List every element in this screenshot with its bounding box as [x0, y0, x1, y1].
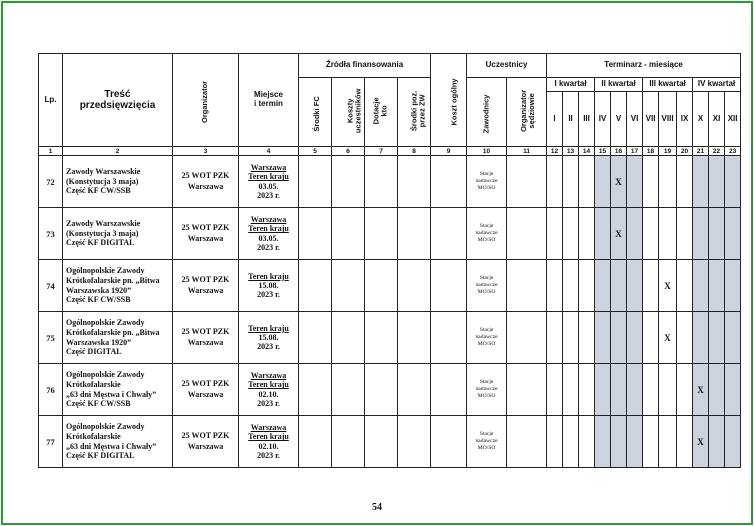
column-number: 13: [563, 147, 579, 156]
place-and-date: Warszawa Teren kraju 02.10. 2023 r.: [239, 364, 299, 416]
month-cell: [547, 364, 563, 416]
row-lp: 75: [39, 312, 63, 364]
koszt-ogolny-cell: [431, 260, 467, 312]
srodki-fc-cell: [299, 156, 332, 208]
col-header-miejsce: Miejsce i termin: [239, 54, 299, 147]
koszty-cell: [332, 260, 365, 312]
dotacje-cell: [365, 156, 398, 208]
month-cell: [611, 416, 627, 468]
column-number: 22: [709, 147, 725, 156]
month-cell: [547, 312, 563, 364]
srodki-fc-cell: [299, 208, 332, 260]
col-header-tresc: Treść przedsięwzięcia: [63, 54, 173, 147]
judges-cell: [507, 312, 547, 364]
col-header-srodki-zw: Środki poz. przez ZW: [398, 78, 431, 147]
column-number: 3: [173, 147, 239, 156]
month-label: VI: [627, 92, 643, 147]
month-mark: X: [611, 208, 627, 260]
row-lp: 76: [39, 364, 63, 416]
month-cell: [563, 364, 579, 416]
participants: Stacje nadawcze MO/SO: [467, 364, 507, 416]
col-header-koszty: Koszty uczestników: [332, 78, 365, 147]
month-cell: [693, 156, 709, 208]
month-cell: [677, 156, 693, 208]
month-cell: [725, 260, 741, 312]
month-cell: [579, 208, 595, 260]
month-cell: [643, 312, 659, 364]
month-cell: [677, 416, 693, 468]
srodki-fc-cell: [299, 416, 332, 468]
month-cell: [579, 416, 595, 468]
month-cell: [677, 364, 693, 416]
month-cell: [709, 312, 725, 364]
col-header-terminarz: Terminarz - miesiące: [547, 54, 741, 78]
month-label: II: [563, 92, 579, 147]
column-number: 7: [365, 147, 398, 156]
month-mark: X: [611, 156, 627, 208]
participants: Stacje nadawcze MO/SO: [467, 416, 507, 468]
event-description: Ogólnopolskie Zawody Krótkofalarskie „63 dni Męstwa i Chwały” Część KF DIGITAL: [63, 416, 173, 468]
month-cell: [643, 260, 659, 312]
dotacje-cell: [365, 416, 398, 468]
month-label: VIII: [659, 92, 677, 147]
quarter-4-label: IV kwartał: [693, 78, 741, 92]
month-cell: [725, 364, 741, 416]
table-row: [39, 416, 741, 468]
month-cell: [595, 364, 611, 416]
column-number: 21: [693, 147, 709, 156]
organizer: 25 WOT PZK Warszawa: [173, 260, 239, 312]
column-number: 14: [579, 147, 595, 156]
column-number: 5: [299, 147, 332, 156]
row-lp: 73: [39, 208, 63, 260]
srodki-fc-cell: [299, 260, 332, 312]
month-cell: [595, 156, 611, 208]
column-number: 10: [467, 147, 507, 156]
column-number: 4: [239, 147, 299, 156]
month-cell: [595, 416, 611, 468]
month-cell: [611, 312, 627, 364]
month-cell: [627, 312, 643, 364]
month-cell: [659, 364, 677, 416]
place-and-date: Warszawa Teren kraju 03.05. 2023 r.: [239, 156, 299, 208]
srodki-zw-cell: [398, 156, 431, 208]
header-row-1: [39, 54, 741, 78]
koszty-cell: [332, 416, 365, 468]
month-mark: X: [693, 364, 709, 416]
dotacje-cell: [365, 260, 398, 312]
month-cell: [579, 364, 595, 416]
month-cell: [595, 312, 611, 364]
month-cell: [677, 312, 693, 364]
col-header-uczestnicy: Uczestnicy: [467, 54, 547, 78]
koszty-cell: [332, 312, 365, 364]
column-number: 16: [611, 147, 627, 156]
row-lp: 72: [39, 156, 63, 208]
table-row: [39, 208, 741, 260]
month-cell: [547, 260, 563, 312]
month-cell: [563, 208, 579, 260]
col-header-sedziowie: Organizator sędziowie: [507, 78, 547, 147]
month-cell: [611, 260, 627, 312]
month-cell: [627, 156, 643, 208]
judges-cell: [507, 364, 547, 416]
month-cell: [579, 312, 595, 364]
quarter-3-label: III kwartał: [643, 78, 693, 92]
participants: Stacje nadawcze MO/SO: [467, 312, 507, 364]
month-cell: [725, 312, 741, 364]
judges-cell: [507, 208, 547, 260]
column-number: 9: [431, 147, 467, 156]
koszt-ogolny-cell: [431, 416, 467, 468]
quarter-2-label: II kwartał: [595, 78, 643, 92]
month-cell: [595, 260, 611, 312]
srodki-fc-cell: [299, 312, 332, 364]
koszt-ogolny-cell: [431, 312, 467, 364]
participants: Stacje nadawcze MO/SO: [467, 260, 507, 312]
srodki-zw-cell: [398, 364, 431, 416]
column-number: 11: [507, 147, 547, 156]
month-label: IX: [677, 92, 693, 147]
organizer: 25 WOT PZK Warszawa: [173, 156, 239, 208]
month-cell: [725, 208, 741, 260]
month-cell: [643, 364, 659, 416]
column-number: 2: [63, 147, 173, 156]
table-row: [39, 364, 741, 416]
srodki-zw-cell: [398, 208, 431, 260]
month-label: XI: [709, 92, 725, 147]
table-row: [39, 156, 741, 208]
column-number: 17: [627, 147, 643, 156]
schedule-sheet: [38, 53, 741, 468]
col-header-zrodla: Źródła finansowania: [299, 54, 431, 78]
month-cell: [693, 260, 709, 312]
month-cell: [725, 156, 741, 208]
judges-cell: [507, 260, 547, 312]
month-cell: [627, 260, 643, 312]
column-number: 23: [725, 147, 741, 156]
event-description: Ogólnopolskie Zawody Krótkofalarskie pn. „Bitwa Warszawska 1920” Część KF CW/SSB: [63, 260, 173, 312]
column-number: 15: [595, 147, 611, 156]
row-lp: 74: [39, 260, 63, 312]
month-mark: X: [659, 260, 677, 312]
month-cell: [693, 312, 709, 364]
month-cell: [547, 156, 563, 208]
participants: Stacje nadawcze MO/SO: [467, 208, 507, 260]
month-cell: [563, 260, 579, 312]
column-number-row: [39, 147, 741, 156]
column-number: 6: [332, 147, 365, 156]
quarter-1-label: I kwartał: [547, 78, 595, 92]
month-cell: [643, 156, 659, 208]
column-number: 19: [659, 147, 677, 156]
month-cell: [709, 364, 725, 416]
month-label: IV: [595, 92, 611, 147]
month-cell: [579, 260, 595, 312]
column-number: 12: [547, 147, 563, 156]
srodki-fc-cell: [299, 364, 332, 416]
koszt-ogolny-cell: [431, 364, 467, 416]
month-cell: [659, 208, 677, 260]
month-cell: [659, 416, 677, 468]
month-cell: [725, 416, 741, 468]
place-and-date: Warszawa Teren kraju 03.05. 2023 r.: [239, 208, 299, 260]
month-label: V: [611, 92, 627, 147]
month-cell: [547, 416, 563, 468]
koszt-ogolny-cell: [431, 156, 467, 208]
organizer: 25 WOT PZK Warszawa: [173, 416, 239, 468]
month-cell: [643, 208, 659, 260]
place-and-date: Teren kraju 15.08. 2023 r.: [239, 260, 299, 312]
month-label: XII: [725, 92, 741, 147]
judges-cell: [507, 416, 547, 468]
organizer: 25 WOT PZK Warszawa: [173, 364, 239, 416]
month-cell: [643, 416, 659, 468]
month-cell: [659, 156, 677, 208]
col-header-koszt-ogolny: Koszt ogólny: [431, 54, 467, 147]
table-row: [39, 312, 741, 364]
table-row: [39, 260, 741, 312]
schedule-table: [38, 53, 741, 468]
srodki-zw-cell: [398, 416, 431, 468]
event-description: Zawody Warszawskie (Konstytucja 3 maja) Część KF DIGITAL: [63, 208, 173, 260]
judges-cell: [507, 156, 547, 208]
dotacje-cell: [365, 364, 398, 416]
srodki-zw-cell: [398, 312, 431, 364]
month-cell: [627, 416, 643, 468]
month-cell: [677, 260, 693, 312]
event-description: Ogólnopolskie Zawody Krótkofalarskie „63 dni Męstwa i Chwały” Część KF CW/SSB: [63, 364, 173, 416]
koszty-cell: [332, 156, 365, 208]
month-cell: [627, 364, 643, 416]
participants: Stacje nadawcze MO/SO: [467, 156, 507, 208]
month-cell: [693, 208, 709, 260]
month-mark: X: [659, 312, 677, 364]
month-cell: [595, 208, 611, 260]
month-cell: [563, 312, 579, 364]
month-cell: [547, 208, 563, 260]
month-label: III: [579, 92, 595, 147]
col-header-zawodnicy: Zawodnicy: [467, 78, 507, 147]
month-mark: X: [693, 416, 709, 468]
column-number: 8: [398, 147, 431, 156]
row-lp: 77: [39, 416, 63, 468]
month-cell: [563, 156, 579, 208]
event-description: Ogólnopolskie Zawody Krótkofalarskie pn. „Bitwa Warszawska 1920” Część DIGITAL: [63, 312, 173, 364]
month-cell: [579, 156, 595, 208]
month-cell: [709, 416, 725, 468]
srodki-zw-cell: [398, 260, 431, 312]
page-number: 54: [372, 502, 382, 513]
dotacje-cell: [365, 208, 398, 260]
col-header-organizator: Organizator: [173, 54, 239, 147]
event-description: Zawody Warszawskie (Konstytucja 3 maja) Część KF CW/SSB: [63, 156, 173, 208]
month-label: VII: [643, 92, 659, 147]
place-and-date: Warszawa Teren kraju 02.10. 2023 r.: [239, 416, 299, 468]
column-number: 1: [39, 147, 63, 156]
month-label: X: [693, 92, 709, 147]
column-number: 20: [677, 147, 693, 156]
col-header-dotacje: Dotacje kto: [365, 78, 398, 147]
dotacje-cell: [365, 312, 398, 364]
month-cell: [709, 260, 725, 312]
place-and-date: Teren kraju 15.08. 2023 r.: [239, 312, 299, 364]
month-label: I: [547, 92, 563, 147]
col-header-lp: Lp.: [39, 54, 63, 147]
koszty-cell: [332, 364, 365, 416]
month-cell: [563, 416, 579, 468]
month-cell: [709, 208, 725, 260]
koszt-ogolny-cell: [431, 208, 467, 260]
koszty-cell: [332, 208, 365, 260]
month-cell: [627, 208, 643, 260]
col-header-srodki-fc: Środki FC: [299, 78, 332, 147]
column-number: 18: [643, 147, 659, 156]
organizer: 25 WOT PZK Warszawa: [173, 208, 239, 260]
organizer: 25 WOT PZK Warszawa: [173, 312, 239, 364]
month-cell: [709, 156, 725, 208]
month-cell: [677, 208, 693, 260]
month-cell: [611, 364, 627, 416]
